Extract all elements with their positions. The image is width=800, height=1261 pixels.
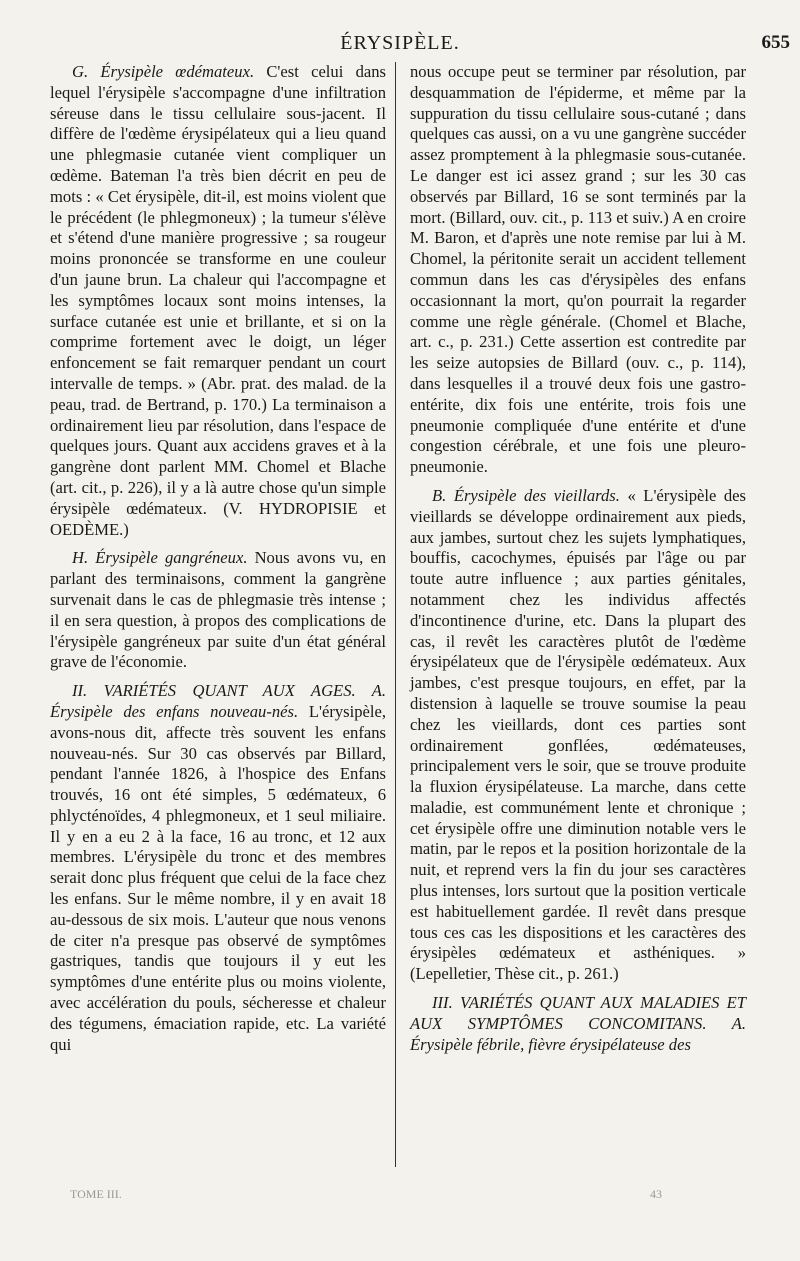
section-heading: G. Érysipèle œdémateux. (72, 62, 255, 81)
left-column (50, 62, 386, 1063)
page-header (0, 30, 800, 56)
page-footer (0, 1187, 800, 1207)
paragraph-erysipele-vieillards (410, 486, 746, 985)
signature-mark: TOME III. (70, 1187, 122, 1201)
paragraph-varietes-ages (50, 681, 386, 1055)
sheet-number: 43 (650, 1187, 662, 1201)
column-divider (395, 62, 396, 1167)
paragraph-text: nous occupe peut se terminer par résolution, par desquammation de l'épiderme, et même par la suppuration du tissu cellulaire sous-cutané ; dans quelques cas aussi, on a vu une gangrène succéder assez promptement à la phlegmasie sous-cutanée. Le danger est ici assez grand ; sur les 30 cas observés par Billard, 16 se sont terminés par la mort. (Billard, ouv. cit., p. 113 et suiv.) A en croire M. Baron, et d'après une note remise par lui à M. Chomel, la péritonite serait un accident tellement commun dans les cas d'érysipèles des enfans occasionnant la mort, qu'on pourrait la regarder comme une règle générale. (Chomel et Blache, art. c., p. 231.) Cette assertion est contredite par les seize autopsies de Billard (ouv. c., p. 114), dans lesquelles il a trouvé deux fois une gastro-entérite, dix fois une entérite, trois fois une pneumonie compliquée d'une entérite et d'une congestion cérébrale, et une fois une pleuro-pneumonie. (410, 62, 746, 477)
paragraph-text: C'est celui dans lequel l'érysipèle s'accompagne d'une infiltration séreuse dans le tissu cellulaire sous-jacent. Il diffère de l'œdème érysipélateux qui a lieu quand une phlegmasie cutanée vient compliquer un œdème. Bateman l'a très bien décrit en peu de mots : « Cet érysipèle, dit-il, est moins violent que le précédent (le phlegmoneux) ; la tumeur s'élève et s'étend d'une manière progressive ; sa rougeur moins prononcée se transforme en une couleur d'un jaune brun. La chaleur qui l'accompagne et les symptômes locaux sont moins intenses, la surface cutanée est unie et brillante, et si on la comprime fortement avec le doigt, un léger enfoncement se fait remarquer pendant un court intervalle de temps. » (Abr. prat. des malad. de la peau, trad. de Bertrand, p. 170.) La terminaison a ordinairement lieu par résolution, dans l'espace de quelques jours. Quant aux accidens graves et à la gangrène dont parlent MM. Chomel et Blache (art. cit., p. 226), il y a là autre chose qu'un simple érysipèle œdémateux. (V. HYDROPISIE et OEDÈME.) (50, 62, 386, 539)
section-heading: H. Érysipèle gangréneux. (72, 548, 248, 568)
page-number: 655 (761, 32, 790, 53)
running-title: ÉRYSIPÈLE. (340, 32, 460, 54)
paragraph-erysipele-oedemateux (50, 62, 386, 540)
right-column (410, 62, 746, 1063)
paragraph-erysipele-gangreneux (50, 548, 386, 673)
paragraph-text: L'érysipèle, avons-nous dit, affecte très souvent les enfans nouveau-nés. Sur 30 cas observés par Billard, pendant l'année 1826, à l'hospice des Enfans trouvés, 16 ont été simples, 5 œdémateux, 6 phlycténoïdes, 4 phlegmoneux, et 1 seul miliaire. Il y en a eu 2 à la face, 16 au tronc, et 12 aux membres. L'érysipèle du tronc et des membres serait donc plus fréquent que celui de la face chez les enfans. Sur le même nombre, il y en avait 18 au-dessous de six mois. L'auteur que nous venons de citer n'a presque pas observé de symptômes gastriques, tandis que toujours il y eut les symptômes d'une entérite plus ou moins violente, avec accélération du pouls, sécheresse et chaleur des tégumens, émaciation rapide, etc. La variété qui (50, 701, 386, 1054)
section-heading: II. VARIÉTÉS QUANT AUX AGES. A. Érysipèle des enfans nouveau-nés. (50, 681, 386, 721)
paragraph-continuation (410, 62, 746, 478)
paragraph-text: Nous avons vu, en parlant des terminaisons, comment la gangrène survenait dans le cas de phlegmasie très intense ; il en sera question, à propos des complications de l'érysipèle gangréneux par suite d'un état général grave de l'économie. (50, 548, 386, 672)
paragraph-varietes-maladies (410, 993, 746, 1055)
section-heading: B. Érysipèle des vieillards. (432, 485, 620, 505)
section-heading: III. VARIÉTÉS QUANT AUX MALADIES ET AUX SYMPTÔMES CONCOMITANS. A. Érysipèle fébrile, fièvre érysipélateuse des (410, 993, 746, 1054)
paragraph-text: « L'érysipèle des vieillards se développe ordinairement aux pieds, aux jambes, surtout chez les sujets lymphatiques, bouffis, cacochymes, épuisés par l'âge ou par toute autre influence ; aux parties génitales, notamment chez les individus affectés d'incontinence d'urine, etc. Dans la plupart des cas, il revêt les caractères plutôt de l'œdème érysipélateux que de l'érysipèle œdémateux. Aux jambes, c'est presque toujours, en effet, par la distension à laquelle se trouve soumise la peau chez les vieillards, dont ces parties sont ordinairement gonflées, œdémateuses, principalement vers le soir, que se trouve produite la fluxion érysipélateuse. La marche, dans cette maladie, est communément lente et chronique ; cet érysipèle offre une diminution notable vers le matin, par le repos et la position horizontale de la nuit, et reprend vers la fin du jour ses caractères plus intenses, lors surtout que la position verticale est habituellement gardée. Il revêt dans presque tous ces cas les dispositions et les caractères des érysipèles œdémateux et asthéniques. » (Lepelletier, Thèse cit., p. 261.) (410, 485, 746, 984)
